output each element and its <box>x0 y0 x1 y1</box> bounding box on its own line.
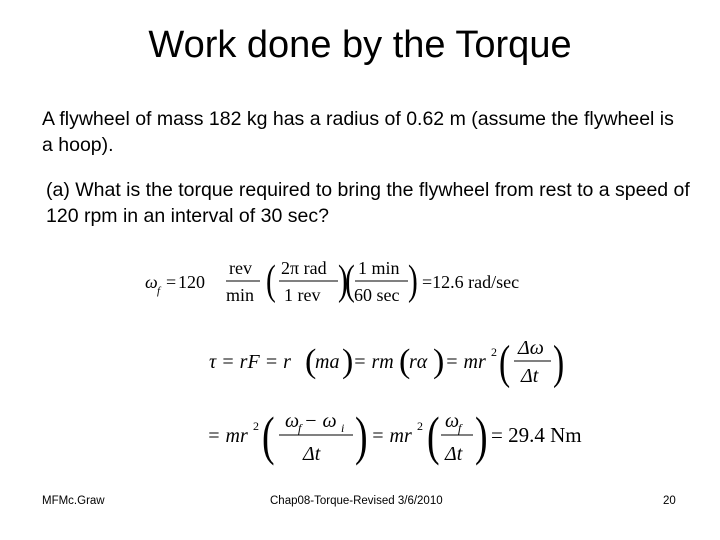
eq2-mid: = rm <box>353 351 394 373</box>
eq2-paren-right-1: ) <box>342 343 354 380</box>
eq2-den: Δt <box>521 365 539 387</box>
eq2-paren-right-3: ) <box>553 335 565 389</box>
equation-angular-speed <box>140 252 560 312</box>
eq3-result: = 29.4 Nm <box>491 423 582 447</box>
eq3-minus-omega: − ω <box>304 410 337 432</box>
eq3-paren-right-2: ) <box>475 406 488 467</box>
eq2-r-alpha: rα <box>409 351 428 373</box>
eq2-lhs: τ = rF = r <box>209 351 291 373</box>
equation-result <box>205 400 625 472</box>
eq1-one-min: 1 min <box>358 258 400 278</box>
eq3-paren-right-1: ) <box>355 406 368 467</box>
eq3-sub-i: i <box>341 421 345 435</box>
eq3-paren-left-2: ( <box>427 406 440 467</box>
footer-author: MFMc.Graw <box>42 495 105 507</box>
question-part-a: (a) What is the torque required to bring the flywheel from rest to a speed of 120 rpm in an interval of 30 sec? <box>46 179 690 227</box>
eq1-min: min <box>226 285 255 305</box>
eq1-equals: = <box>166 272 177 292</box>
eq1-sub-f: f <box>157 285 161 297</box>
eq3-squared-1: 2 <box>253 419 259 433</box>
eq1-paren-right-1: ) <box>338 256 348 304</box>
eq3-sub-f-2: f <box>458 421 462 435</box>
eq2-ma: ma <box>315 351 340 373</box>
eq3-eq-mr-2: = mr <box>371 425 412 447</box>
slide-title: Work done by the Torque <box>148 24 572 66</box>
eq3-sub-f: f <box>298 421 302 435</box>
eq3-paren-left-1: ( <box>262 406 275 467</box>
eq2-paren-left-2: ( <box>399 343 411 380</box>
eq1-result: =12.6 rad/sec <box>422 272 520 292</box>
eq3-squared-2: 2 <box>417 419 423 433</box>
eq1-paren-right-2: ) <box>408 256 418 304</box>
eq3-num2-omega: ω <box>445 410 460 432</box>
eq1-rev: rev <box>229 258 252 278</box>
footer-chapter: Chap08-Torque-Revised 3/6/2010 <box>270 495 443 507</box>
eq3-eq-mr: = mr <box>207 425 248 447</box>
eq3-den-1: Δt <box>303 443 321 465</box>
eq1-paren-left-2: ( <box>345 256 355 304</box>
eq1-paren-left-1: ( <box>266 256 276 304</box>
eq1-two-pi-rad: 2π rad <box>281 258 327 278</box>
eq2-paren-right-2: ) <box>433 343 445 380</box>
eq3-num-omega-f: ω <box>285 410 300 432</box>
page-number: 20 <box>663 495 676 507</box>
eq2-squared: 2 <box>491 345 497 359</box>
eq1-omega: ω <box>145 272 158 292</box>
eq3-den-2: Δt <box>445 443 463 465</box>
eq2-eq-mr: = mr <box>445 351 486 373</box>
eq1-value-120: 120 <box>178 272 205 292</box>
eq2-paren-left-3: ( <box>499 335 511 389</box>
eq1-sixty-sec: 60 sec <box>354 285 400 305</box>
equation-torque <box>205 330 585 392</box>
problem-statement: A flywheel of mass 182 kg has a radius of 0.62 m (assume the flywheel is a hoop). <box>42 108 674 156</box>
eq1-one-rev: 1 rev <box>284 285 321 305</box>
eq2-paren-left-1: ( <box>305 343 317 380</box>
eq2-num: Δω <box>518 337 544 359</box>
